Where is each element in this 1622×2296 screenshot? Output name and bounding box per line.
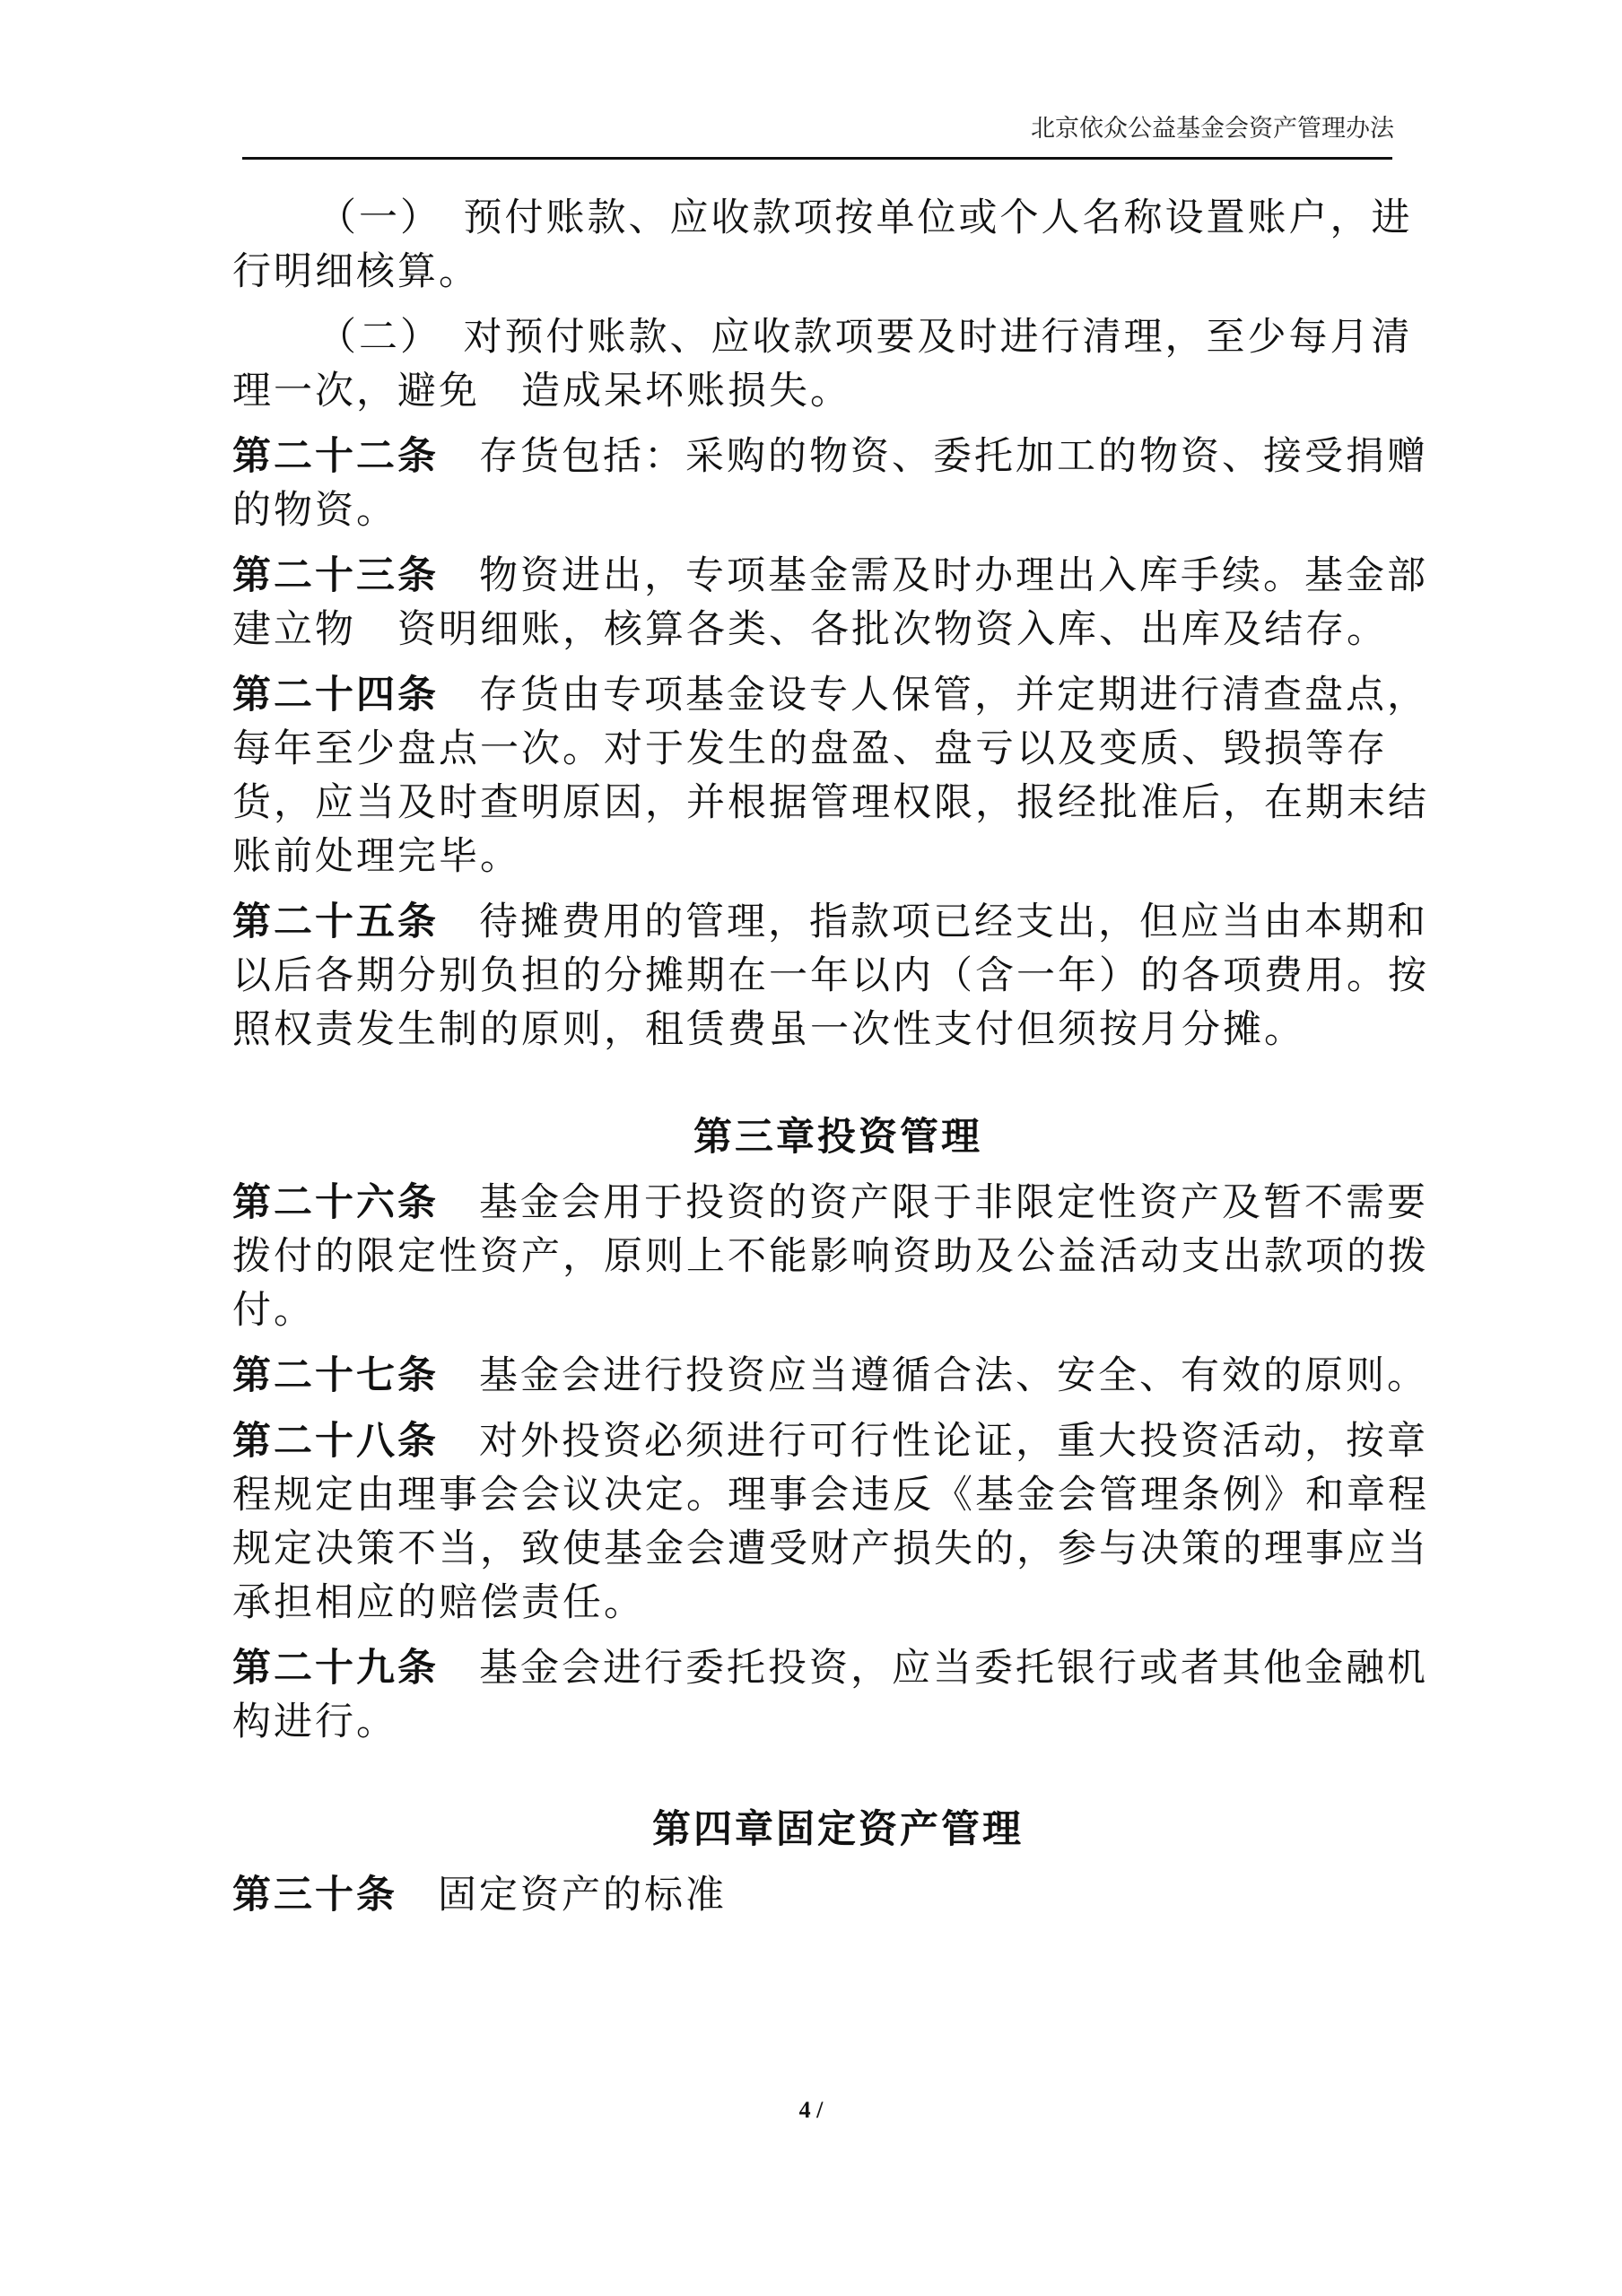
article-number: 第二十四条 [232,673,439,718]
list-item: （二） 对预付账款、应收款项要及时进行清理，至少每月清理一次，避免 造成呆坏账损失。 [232,315,1413,413]
article-30 [232,1868,1443,1922]
article-number: 第二十七条 [232,1353,439,1398]
article-text: 待摊费用的管理，指款项已经支出，但应当由本期和以后各期分别负担的分摊期在一年以内（含一年）的各项费用。按照权责发生制的原则，租赁费虽一次性支付但须按月分摊。 [232,900,1429,1052]
article-number: 第二十三条 [232,553,439,598]
article-number: 第二十五条 [232,900,439,944]
article-29 [232,1641,1443,1749]
article-22 [232,430,1443,537]
running-header-title: 北京依众公益基金会资产管理办法 [1031,115,1394,143]
list-item: （一） 预付账款、应收款项按单位或个人名称设置账户，进行明细核算。 [232,196,1413,294]
article-number: 第三十条 [232,1873,397,1918]
article-number: 第二十六条 [232,1180,439,1225]
article-25 [232,895,1443,1057]
article-text: 基金会进行委托投资，应当委托银行或者其他金融机构进行。 [232,1646,1428,1744]
article-26 [232,1176,1443,1337]
article-text: 基金会用于投资的资产限于非限定性资产及暂不需要拨付的限定性资产，原则上不能影响资助及公益活动支出款项的拨付。 [232,1180,1429,1333]
chapter-heading: 第四章固定资产管理 [652,1807,1024,1852]
document-body [232,191,1443,1934]
article-number: 第二十九条 [232,1646,439,1691]
article-number: 第二十八条 [232,1419,439,1464]
article-27 [232,1349,1443,1403]
article-text: 基金会进行投资应当遵循合法、安全、有效的原则。 [479,1353,1428,1398]
article-24 [232,668,1443,883]
page-number: 4 / [798,2097,824,2123]
chapter-heading: 第三章投资管理 [693,1115,982,1160]
article-text: 存货包括：采购的物资、委托加工的物资、接受捐赠的物资。 [232,434,1428,533]
article-text: 固定资产的标准 [438,1873,727,1918]
article-text: 对外投资必须进行可行性论证，重大投资活动，按章程规定由理事会会议决定。理事会违反《基金会管理条例》和章程规定决策不当，致使基金会遭受财产损失的，参与决策的理事应当承担相应的赔偿责任。 [232,1419,1429,1625]
article-28 [232,1414,1443,1630]
article-number: 第二十二条 [232,434,439,479]
article-text: 物资进出，专项基金需及时办理出入库手续。基金部建立物 资明细账，核算各类、各批次物资入库、出库及结存。 [232,553,1428,652]
article-text: 存货由专项基金设专人保管，并定期进行清查盘点，每年至少盘点一次。对于发生的盘盈、盘亏以及变质、毁损等存货，应当及时查明原因，并根据管理权限，报经批准后，在期末结账前处理完毕。 [232,673,1429,879]
header-divider [242,157,1392,160]
article-23 [232,549,1443,657]
